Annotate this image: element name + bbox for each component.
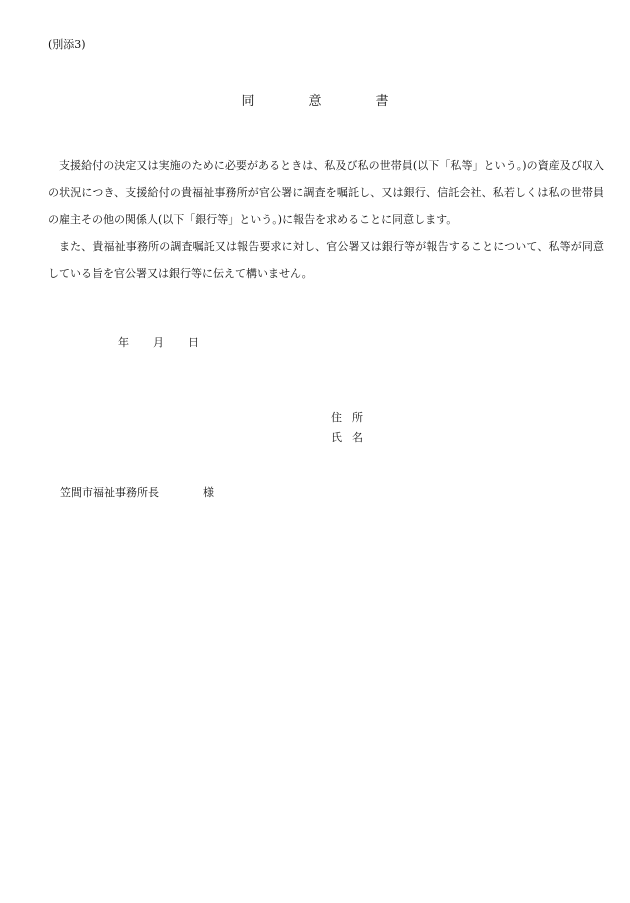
title-char-2: 意 — [308, 94, 322, 109]
paragraph-1: 支援給付の決定又は実施のために必要があるときは、私及び私の世帯員(以下「私等」という。)の資産及び収入の状況につき、支援給付の貴福祉事務所が官公署に調査を嘱託し、又は銀行、信託会社、私若しくは私の世帯員の雇主その他の関係人(以下「銀行等」という。)に報告を求めることに同意します。 — [48, 159, 604, 226]
date-line — [118, 334, 199, 350]
name-row — [331, 428, 363, 448]
addressee-honorific: 様 — [203, 486, 214, 499]
address-block — [331, 408, 363, 448]
year-label: 年 — [118, 336, 129, 349]
name-label-char-2: 名 — [352, 431, 363, 444]
document-title — [0, 90, 630, 109]
addressee — [60, 484, 214, 500]
address-label-char-2: 所 — [352, 411, 363, 424]
day-label: 日 — [188, 336, 199, 349]
title-char-1: 同 — [241, 94, 255, 109]
title-char-3: 書 — [375, 94, 389, 109]
month-label: 月 — [153, 336, 164, 349]
addressee-name: 笠間市福祉事務所長 — [60, 486, 159, 499]
body-text — [48, 152, 604, 287]
annex-label: (別添3) — [48, 38, 86, 51]
address-label-char-1: 住 — [331, 411, 342, 424]
address-row — [331, 408, 363, 428]
paragraph-2: また、貴福祉事務所の調査嘱託又は報告要求に対し、官公署又は銀行等が報告することについて、私等が同意している旨を官公署又は銀行等に伝えて構いません。 — [48, 240, 604, 280]
name-label-char-1: 氏 — [331, 431, 342, 444]
